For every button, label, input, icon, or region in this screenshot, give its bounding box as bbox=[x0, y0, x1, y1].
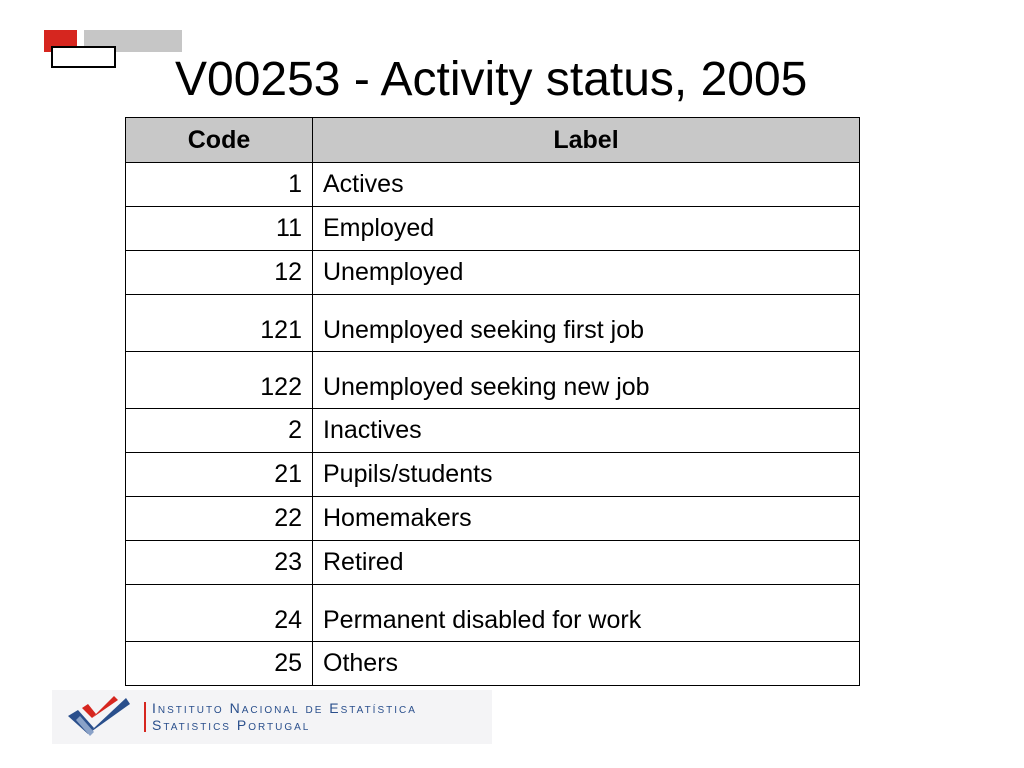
row-label: Employed bbox=[313, 207, 860, 251]
table-row bbox=[126, 207, 860, 251]
row-code: 12 bbox=[126, 251, 313, 295]
page-title: V00253 - Activity status, 2005 bbox=[175, 53, 808, 106]
table-row bbox=[126, 541, 860, 585]
row-code: 22 bbox=[126, 497, 313, 541]
row-code: 25 bbox=[126, 642, 313, 686]
table-row bbox=[126, 295, 860, 352]
row-code: 121 bbox=[126, 295, 313, 352]
row-label: Unemployed seeking first job bbox=[313, 295, 860, 352]
codes-table bbox=[125, 117, 860, 686]
row-code: 21 bbox=[126, 453, 313, 497]
column-header-label: Label bbox=[313, 118, 860, 163]
table-row bbox=[126, 163, 860, 207]
column-header-code: Code bbox=[126, 118, 313, 163]
table-row bbox=[126, 453, 860, 497]
footer-logo-block bbox=[52, 690, 492, 744]
table-row bbox=[126, 585, 860, 642]
row-label: Permanent disabled for work bbox=[313, 585, 860, 642]
footer-separator bbox=[144, 702, 146, 732]
table-row bbox=[126, 642, 860, 686]
row-label: Unemployed seeking new job bbox=[313, 352, 860, 409]
row-code: 2 bbox=[126, 409, 313, 453]
row-label: Homemakers bbox=[313, 497, 860, 541]
row-code: 1 bbox=[126, 163, 313, 207]
row-label: Others bbox=[313, 642, 860, 686]
table-row bbox=[126, 352, 860, 409]
row-label: Actives bbox=[313, 163, 860, 207]
table-header-row bbox=[126, 118, 860, 163]
row-code: 11 bbox=[126, 207, 313, 251]
decorative-outline-box bbox=[51, 46, 116, 68]
row-code: 122 bbox=[126, 352, 313, 409]
table-row bbox=[126, 251, 860, 295]
ine-logo-icon bbox=[64, 694, 132, 740]
row-code: 23 bbox=[126, 541, 313, 585]
table-row bbox=[126, 497, 860, 541]
row-label: Unemployed bbox=[313, 251, 860, 295]
row-code: 24 bbox=[126, 585, 313, 642]
table-row bbox=[126, 409, 860, 453]
footer-org-subtitle: Statistics Portugal bbox=[152, 717, 311, 733]
row-label: Inactives bbox=[313, 409, 860, 453]
footer-org-name: Instituto Nacional de Estatística bbox=[152, 700, 417, 716]
row-label: Retired bbox=[313, 541, 860, 585]
row-label: Pupils/students bbox=[313, 453, 860, 497]
